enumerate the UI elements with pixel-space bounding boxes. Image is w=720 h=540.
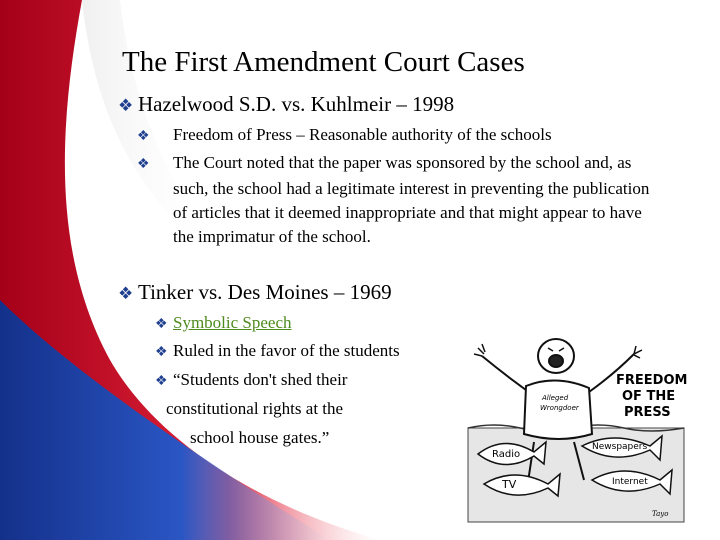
tinker-point-ruling: ❖ Ruled in the favor of the students bbox=[155, 339, 400, 365]
fish-label-internet: Internet bbox=[612, 477, 648, 487]
banner-line-1: FREEDOM bbox=[616, 373, 688, 388]
diamond-bullet-icon: ❖ bbox=[155, 345, 168, 360]
water-area bbox=[468, 428, 684, 522]
slide-title: The First Amendment Court Cases bbox=[122, 46, 525, 78]
diamond-bullet-icon: ❖ bbox=[137, 129, 150, 144]
tinker-point-link bbox=[155, 311, 292, 337]
diamond-bullet-icon: ❖ bbox=[155, 374, 168, 389]
case-heading-tinker: ❖ Tinker vs. Des Moines – 1969 bbox=[118, 280, 392, 304]
shirt-text-2: Wrongdoer bbox=[540, 404, 579, 412]
tinker-quote-line-3: school house gates.” bbox=[190, 428, 330, 447]
hazelwood-point-1: ❖ Freedom of Press – Reasonable authority of the schools bbox=[155, 123, 675, 149]
fish-label-tv: TV bbox=[502, 478, 517, 491]
diamond-bullet-icon: ❖ bbox=[155, 317, 168, 332]
banner-line-2: OF THE bbox=[622, 389, 676, 404]
case-heading-hazelwood: ❖ Hazelwood S.D. vs. Kuhlmeir – 1998 bbox=[118, 92, 455, 116]
hazelwood-point-2: ❖ The Court noted that the paper was sponsored by the school and, as such, the school had a legitimate interest in preventing the publication of articles that it deemed inappropriate and that might appear to have the imprimatur of the school. bbox=[137, 153, 650, 246]
artist-signature: Tayo bbox=[652, 510, 669, 518]
banner-line-3: PRESS bbox=[624, 405, 671, 420]
tinker-quote-line-2: constitutional rights at the bbox=[166, 399, 344, 418]
diamond-bullet-icon: ❖ bbox=[118, 96, 134, 115]
shirt-text-1: Alleged bbox=[542, 394, 569, 402]
diamond-bullet-icon: ❖ bbox=[137, 157, 150, 172]
fish-label-newspapers: Newspapers bbox=[592, 442, 648, 452]
diamond-bullet-icon: ❖ bbox=[118, 284, 134, 303]
symbolic-speech-link[interactable]: Symbolic Speech bbox=[173, 313, 292, 332]
tinker-point-quote: ❖ “Students don't shed their bbox=[155, 368, 347, 394]
freedom-of-press-cartoon bbox=[464, 334, 688, 524]
fish-label-radio: Radio bbox=[492, 449, 521, 460]
